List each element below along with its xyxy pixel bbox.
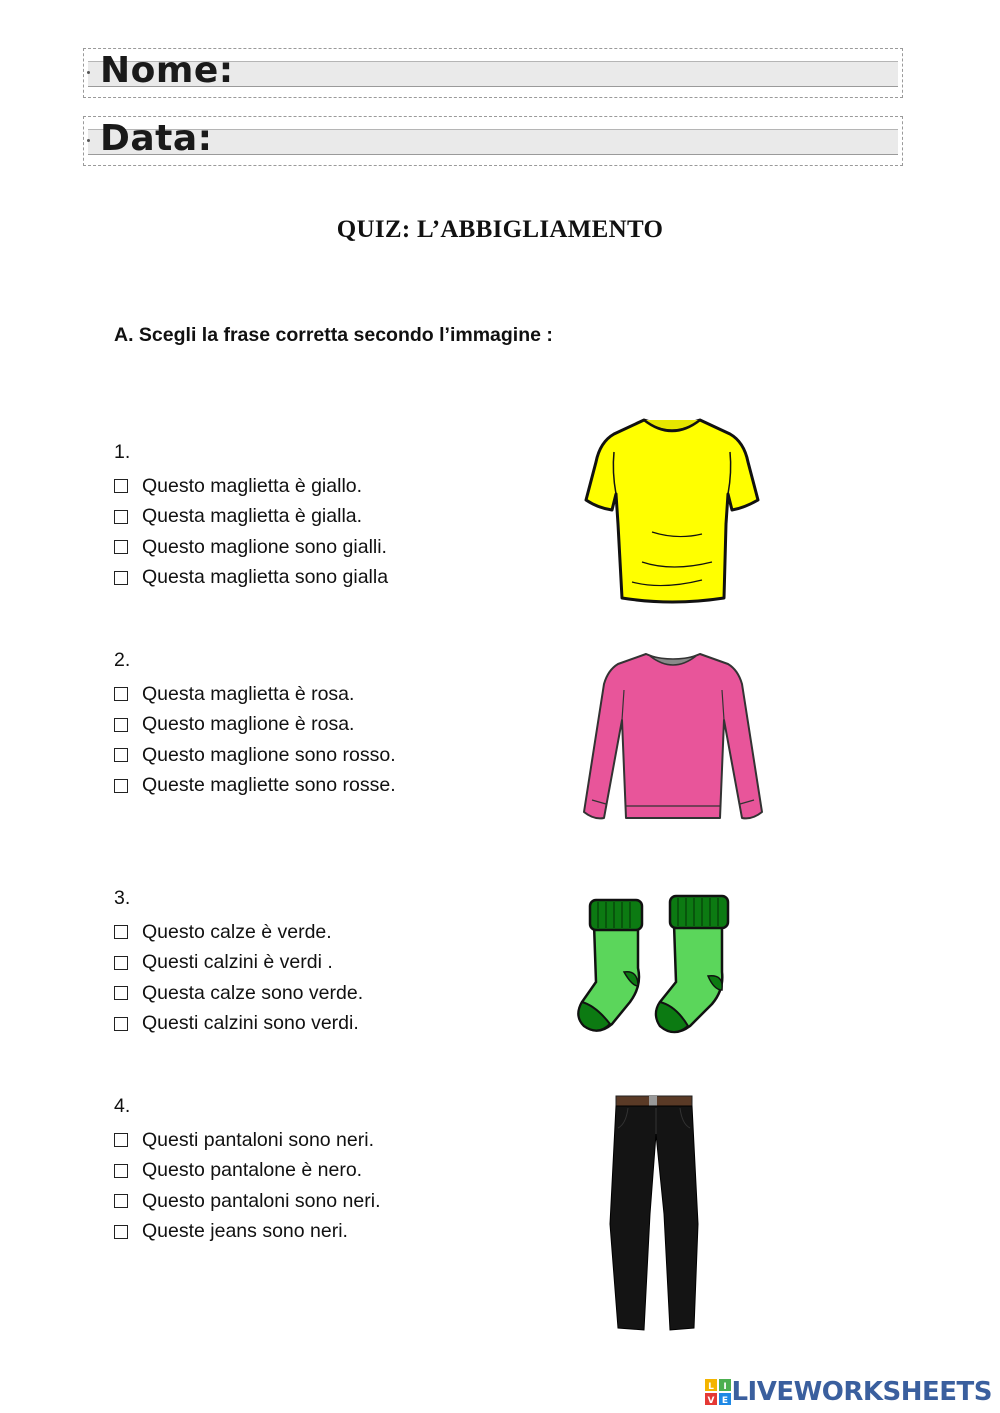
option-4-2[interactable] [114,1156,534,1187]
yellow-tshirt-image [582,412,762,604]
checkbox[interactable] [114,718,128,732]
checkbox[interactable] [114,1133,128,1147]
checkbox[interactable] [114,925,128,939]
logo-letter: V [707,1396,715,1405]
question-3 [114,886,534,1039]
option-2-1[interactable] [114,679,534,710]
date-field[interactable] [83,116,903,166]
question-number: 3. [114,887,131,909]
option-text: Questo pantalone è nero. [142,1159,363,1182]
page-title: QUIZ: L’ABBIGLIAMENTO [336,216,664,243]
checkbox[interactable] [114,1225,128,1239]
option-1-2[interactable] [114,502,534,533]
checkbox[interactable] [114,779,128,793]
logo-letter: L [708,1382,715,1392]
option-1-4[interactable] [114,563,534,594]
option-1-1[interactable] [114,471,534,502]
checkbox[interactable] [114,748,128,762]
option-text: Questi calzini è verdi . [142,951,333,974]
option-2-4[interactable] [114,771,534,802]
date-label: Data: [100,118,213,159]
brand-text: LIVEWORKSHEETS [731,1377,992,1407]
question-1 [114,440,534,593]
liveworksheets-watermark [705,1377,992,1407]
checkbox[interactable] [114,1017,128,1031]
green-socks-image [572,890,738,1036]
option-text: Queste magliette sono rosse. [142,774,396,797]
checkbox[interactable] [114,479,128,493]
option-3-4[interactable] [114,1009,534,1040]
question-number: 2. [114,649,131,671]
question-4 [114,1094,534,1247]
option-text: Questa calze sono verde. [142,981,364,1004]
option-text: Questa maglietta è gialla. [142,505,363,528]
option-4-3[interactable] [114,1186,534,1217]
option-text: Questo maglione sono rosso. [142,743,396,766]
option-text: Questi calzini sono verdi. [142,1012,359,1035]
option-2-2[interactable] [114,710,534,741]
name-field-dot [87,71,90,74]
logo-letter: I [723,1382,728,1392]
instruction: A. Scegli la frase corretta secondo l’immagine : [114,324,553,346]
option-text: Questo maglione sono gialli. [142,535,387,558]
black-trousers-image [606,1094,702,1332]
option-1-3[interactable] [114,532,534,563]
option-2-3[interactable] [114,740,534,771]
option-text: Questa maglietta sono gialla [142,566,389,589]
checkbox[interactable] [114,571,128,585]
option-3-2[interactable] [114,948,534,979]
option-text: Questo calze è verde. [142,920,332,943]
checkbox[interactable] [114,540,128,554]
checkbox[interactable] [114,1194,128,1208]
question-2 [114,648,534,801]
checkbox[interactable] [114,510,128,524]
name-field[interactable] [83,48,903,98]
date-field-dot [87,139,90,142]
checkbox[interactable] [114,986,128,1000]
option-text: Queste jeans sono neri. [142,1220,348,1243]
question-number: 1. [114,441,131,463]
pink-sweater-image [578,650,768,826]
name-label: Nome: [100,50,234,91]
checkbox[interactable] [114,687,128,701]
option-3-3[interactable] [114,978,534,1009]
question-number: 4. [114,1095,131,1117]
option-text: Questi pantaloni sono neri. [142,1128,374,1151]
option-text: Questo pantaloni sono neri. [142,1189,381,1212]
option-text: Questo maglietta è giallo. [142,474,363,497]
option-4-4[interactable] [114,1217,534,1248]
option-4-1[interactable] [114,1125,534,1156]
option-text: Questo maglione è rosa. [142,713,355,736]
logo-letter: E [722,1396,729,1405]
checkbox[interactable] [114,1164,128,1178]
option-text: Questa maglietta è rosa. [142,682,355,705]
option-3-1[interactable] [114,917,534,948]
liveworksheets-logo-icon [705,1379,731,1405]
checkbox[interactable] [114,956,128,970]
